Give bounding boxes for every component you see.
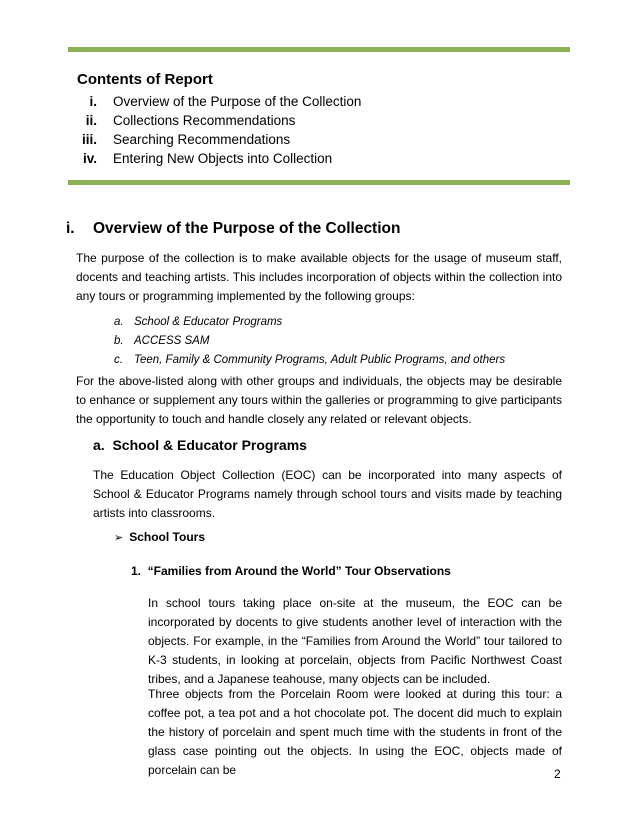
group-item-1: [114, 313, 534, 332]
item-heading: 1. “Families from Around the World” Tour Observations: [131, 564, 451, 578]
toc-item-label: Entering New Objects into Collection: [113, 151, 333, 166]
group-item-3: [114, 351, 534, 370]
section-title: Overview of the Purpose of the Collection: [93, 220, 401, 237]
bullet-title: School Tours: [129, 530, 205, 544]
group-item-2: [114, 332, 534, 351]
group-label: c.: [114, 354, 123, 366]
toc-item-number: iii.: [81, 132, 97, 147]
item-paragraph-1: In school tours taking place on-site at the museum, the EOC can be incorporated by docents to give students another level of interaction with the objects. For example, in the “Families from Around the World” tour tailored to K-3 students, in looking at porcelain, objects from Pacific Northwest Coast tribes, and a Japanese teahouse, many objects can be included.: [148, 596, 562, 686]
group-text: School & Educator Programs: [134, 316, 283, 328]
page-number: 2: [554, 767, 561, 781]
group-text: ACCESS SAM: [134, 335, 210, 347]
bottom-divider: [68, 180, 570, 185]
toc-item-number: i.: [89, 94, 97, 109]
toc-item-number: iv.: [82, 151, 97, 166]
group-text: Teen, Family & Community Programs, Adult Public Programs, and others: [134, 354, 506, 366]
toc-item-label: Collections Recommendations: [113, 113, 296, 128]
subsection-paragraph: The Education Object Collection (EOC) can be incorporated into many aspects of School & Educator Programs namely through school tours and visits made by teaching artists into classrooms.: [93, 468, 562, 520]
group-label: b.: [114, 335, 124, 347]
item-paragraph-2: Three objects from the Porcelain Room were looked at during this tour: a coffee pot, a tea pot and a hot chocolate pot. The docent did much to explain the history of porcelain and spent much time with the students in front of the glass case pointing out the objects. In using the EOC, objects made of porcelain can be: [148, 687, 562, 777]
section-heading: [66, 220, 546, 240]
toc-item-label: Searching Recommendations: [113, 132, 291, 147]
top-divider: [68, 47, 570, 52]
intro-paragraph: The purpose of the collection is to make available objects for the usage of museum staff, docents and teaching artists. This includes incorporation of objects within the collection into any tours or programming implemented by the following groups:: [76, 251, 562, 303]
para-groups: For the above-listed along with other groups and individuals, the objects may be desirable to enhance or supplement any tours within the galleries or programming to give participants the opportunity to touch and handle closely any related or relevant objects.: [76, 374, 562, 426]
toc-item-label: Overview of the Purpose of the Collection: [113, 94, 362, 109]
section-number: i.: [66, 220, 75, 237]
bullet-heading: [114, 530, 205, 544]
group-label: a.: [114, 316, 124, 328]
arrow-bullet-icon: ➢: [114, 532, 124, 544]
toc-title: Contents of Report: [77, 71, 213, 88]
toc-item-number: ii.: [85, 113, 97, 128]
subsection-heading: a. School & Educator Programs: [93, 437, 307, 453]
